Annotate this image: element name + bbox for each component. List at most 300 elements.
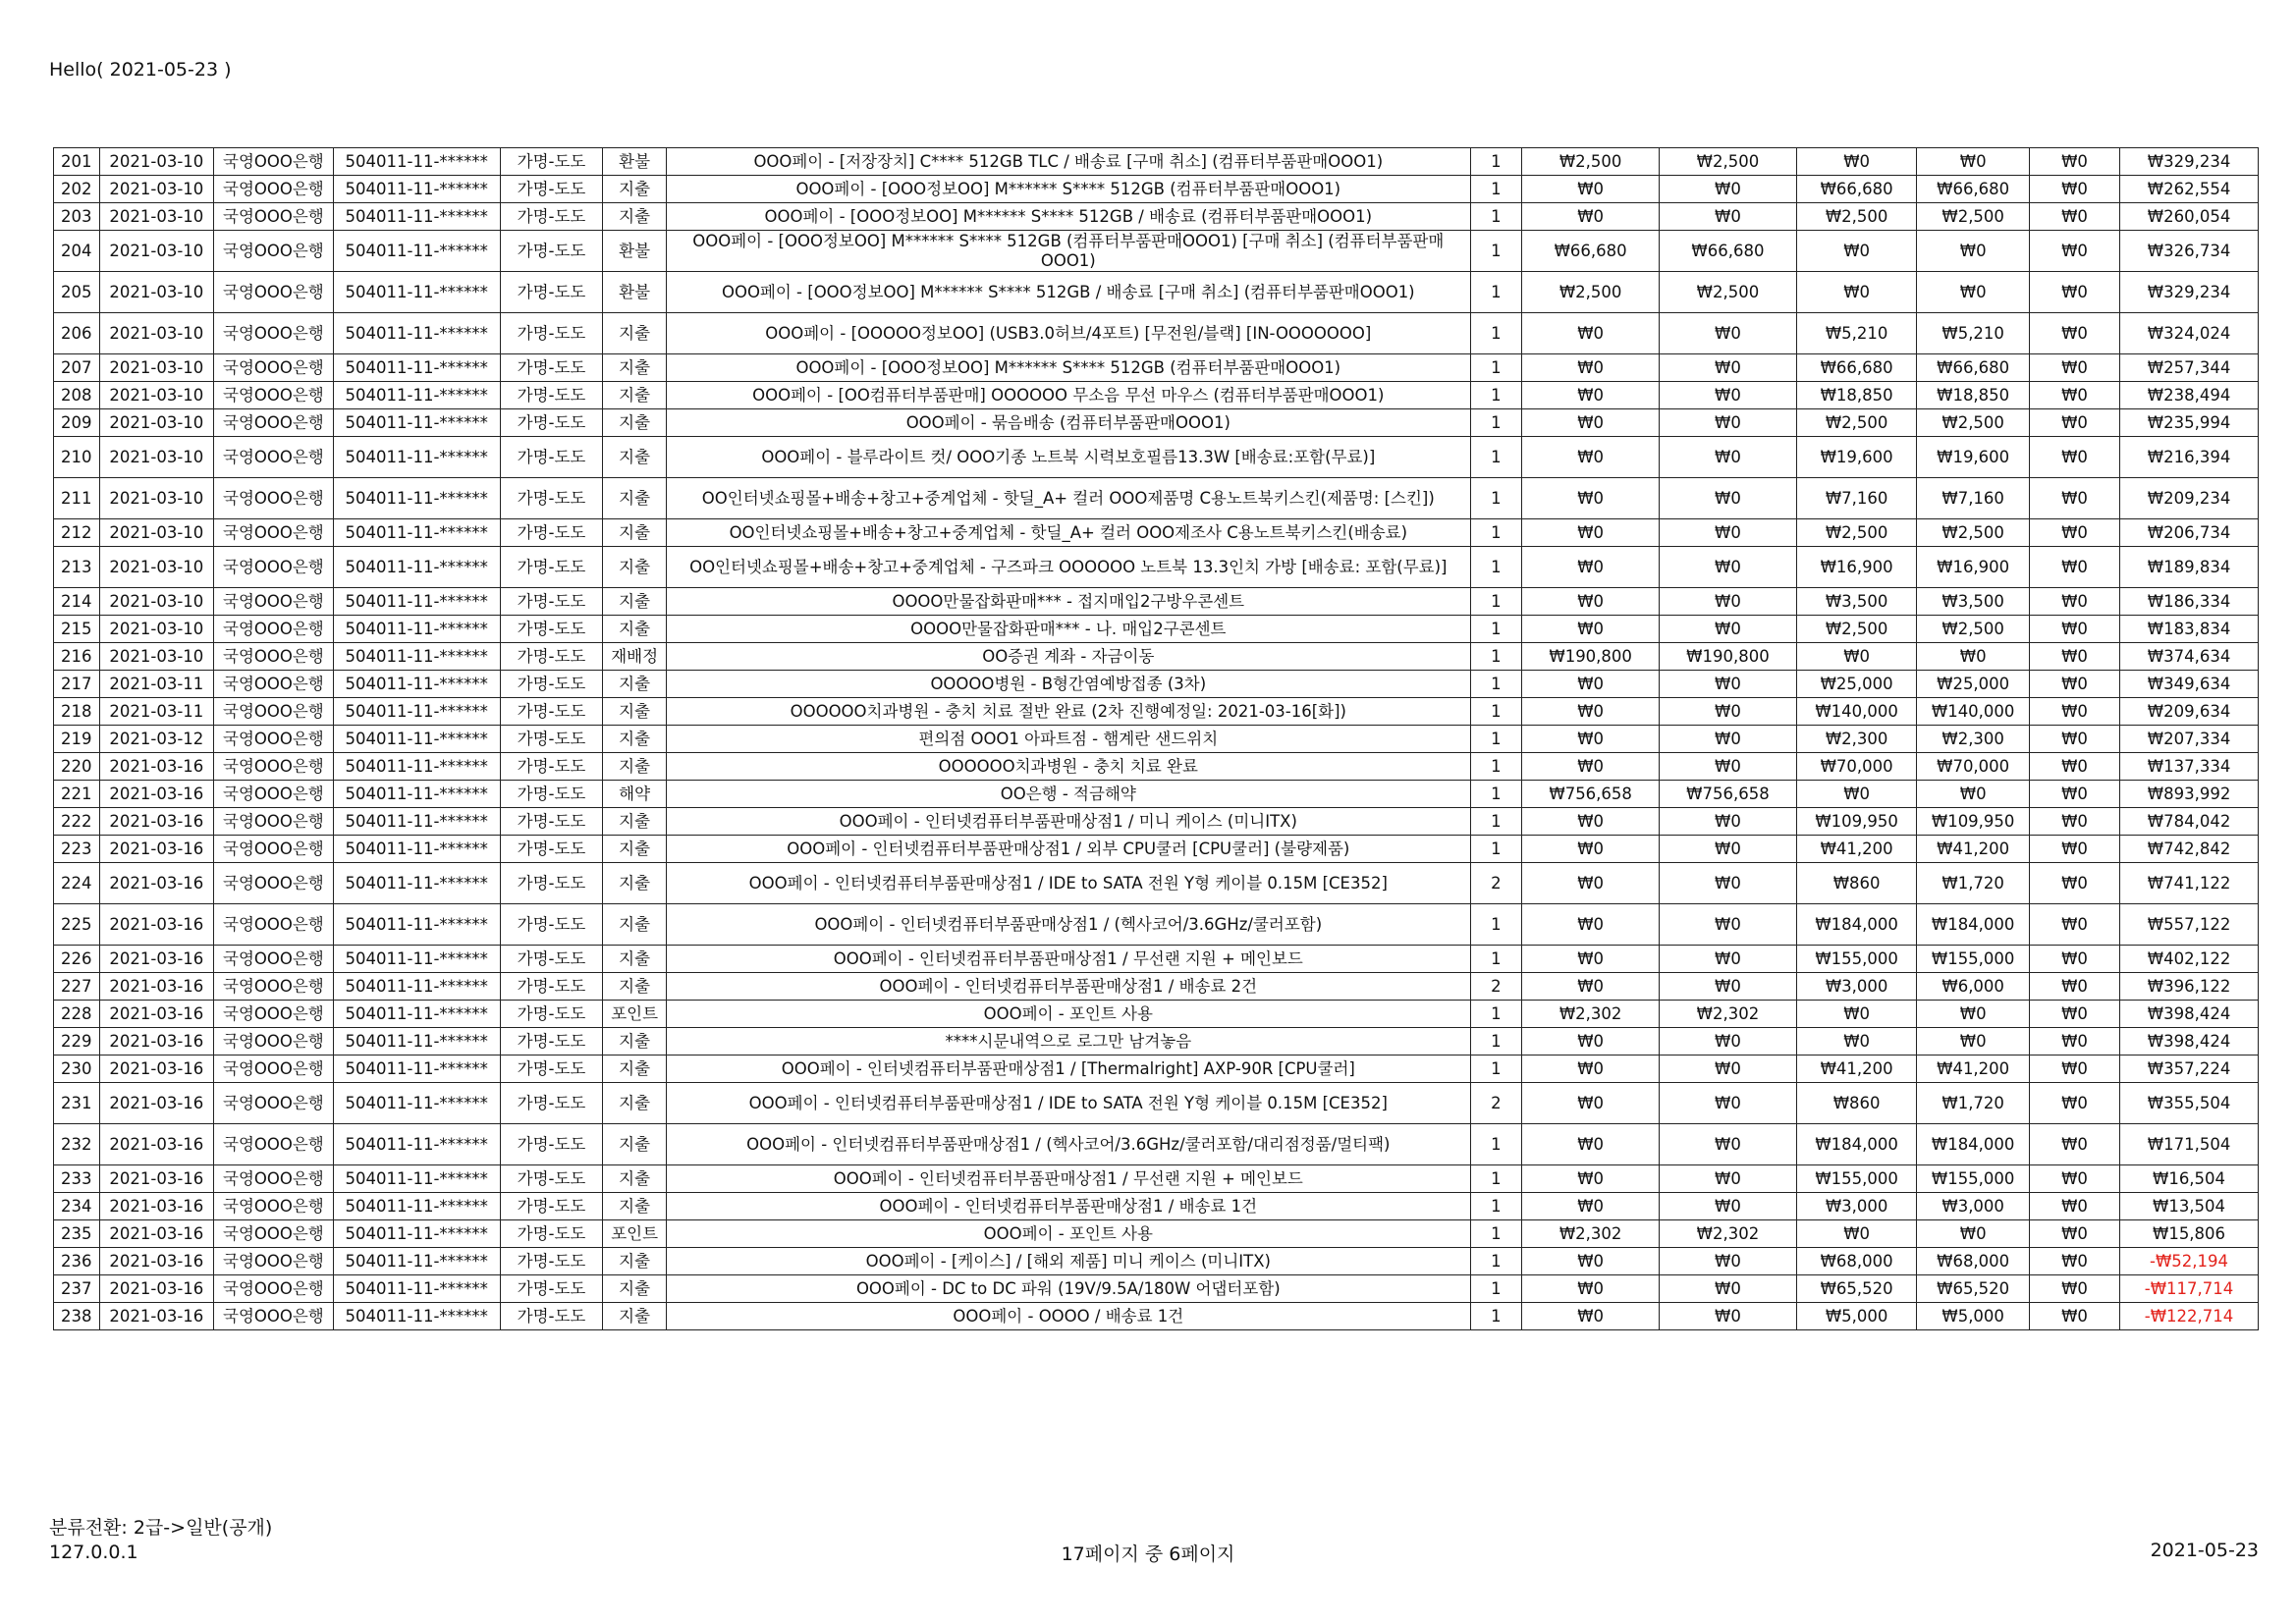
account-number-cell: 504011-11-****** xyxy=(333,726,500,753)
description-cell: OOO페이 - [케이스] / [해외 제품] 미니 케이스 (미니ITX) xyxy=(667,1248,1471,1275)
transaction-type-cell: 해약 xyxy=(603,781,667,808)
row-number-cell: 212 xyxy=(54,519,100,547)
table-row xyxy=(54,904,2259,946)
quantity-cell: 1 xyxy=(1470,836,1522,863)
expense-amount-cell: ₩5,000 xyxy=(1917,1303,2029,1330)
transaction-type-cell: 지출 xyxy=(603,354,667,382)
row-number-cell: 208 xyxy=(54,382,100,409)
row-number-cell: 238 xyxy=(54,1303,100,1330)
quantity-cell: 1 xyxy=(1470,698,1522,726)
row-number-cell: 218 xyxy=(54,698,100,726)
deposit-amount-cell: ₩0 xyxy=(1522,478,1660,519)
fee-amount-cell: ₩0 xyxy=(2029,1275,2119,1303)
expense-amount-cell: ₩16,900 xyxy=(1917,547,2029,588)
row-number-cell: 233 xyxy=(54,1165,100,1193)
quantity-cell: 1 xyxy=(1470,176,1522,203)
account-holder-cell: 가명-도도 xyxy=(500,698,602,726)
account-number-cell: 504011-11-****** xyxy=(333,409,500,437)
balance-cell: ₩189,834 xyxy=(2120,547,2259,588)
greeting-text: Hello( 2021-05-23 ) xyxy=(49,59,232,81)
deposit-amount-cell: ₩0 xyxy=(1522,437,1660,478)
bank-name-cell: 국영OOO은행 xyxy=(214,671,334,698)
transaction-type-cell: 지출 xyxy=(603,753,667,781)
expense-amount-cell: ₩0 xyxy=(1917,643,2029,671)
table-row xyxy=(54,1001,2259,1028)
description-cell: OOO페이 - 인터넷컴퓨터부품판매상점1 / 외부 CPU쿨러 [CPU쿨러] (불량제품) xyxy=(667,836,1471,863)
deposit-amount-cell: ₩0 xyxy=(1522,1193,1660,1220)
account-holder-cell: 가명-도도 xyxy=(500,973,602,1001)
transaction-date-cell: 2021-03-16 xyxy=(99,863,214,904)
balance-cell: -₩122,714 xyxy=(2120,1303,2259,1330)
deposit-amount-cell: ₩0 xyxy=(1522,698,1660,726)
deposit-amount-cell: ₩2,500 xyxy=(1522,148,1660,176)
deposit-amount-cell: ₩0 xyxy=(1522,1124,1660,1165)
account-holder-cell: 가명-도도 xyxy=(500,409,602,437)
table-row xyxy=(54,231,2259,272)
transaction-type-cell: 지출 xyxy=(603,904,667,946)
fee-amount-cell: ₩0 xyxy=(2029,231,2119,272)
unit-price-cell: ₩2,500 xyxy=(1796,203,1917,231)
quantity-cell: 1 xyxy=(1470,1303,1522,1330)
page-header xyxy=(49,59,231,81)
description-cell: OOO페이 - 인터넷컴퓨터부품판매상점1 / 배송료 1건 xyxy=(667,1193,1471,1220)
deposit-amount-cell: ₩0 xyxy=(1522,588,1660,616)
row-number-cell: 235 xyxy=(54,1220,100,1248)
deposit-amount-cell: ₩0 xyxy=(1522,1303,1660,1330)
unit-price-cell: ₩860 xyxy=(1796,863,1917,904)
transaction-type-cell: 지출 xyxy=(603,409,667,437)
table-row xyxy=(54,973,2259,1001)
bank-name-cell: 국영OOO은행 xyxy=(214,946,334,973)
description-cell: OOO페이 - [OOO정보OO] M****** S**** 512GB / 배송료 [구매 취소] (컴퓨터부품판매OOO1) xyxy=(667,272,1471,313)
deposit-amount-cell: ₩2,302 xyxy=(1522,1220,1660,1248)
fee-amount-cell: ₩0 xyxy=(2029,1193,2119,1220)
fee-amount-cell: ₩0 xyxy=(2029,836,2119,863)
row-number-cell: 204 xyxy=(54,231,100,272)
expense-amount-cell: ₩184,000 xyxy=(1917,904,2029,946)
income-amount-cell: ₩756,658 xyxy=(1660,781,1797,808)
row-number-cell: 219 xyxy=(54,726,100,753)
table-row xyxy=(54,1083,2259,1124)
quantity-cell: 1 xyxy=(1470,946,1522,973)
bank-name-cell: 국영OOO은행 xyxy=(214,616,334,643)
income-amount-cell: ₩190,800 xyxy=(1660,643,1797,671)
income-amount-cell: ₩66,680 xyxy=(1660,231,1797,272)
account-number-cell: 504011-11-****** xyxy=(333,176,500,203)
deposit-amount-cell: ₩0 xyxy=(1522,616,1660,643)
quantity-cell: 1 xyxy=(1470,1056,1522,1083)
unit-price-cell: ₩2,500 xyxy=(1796,519,1917,547)
transaction-type-cell: 지출 xyxy=(603,203,667,231)
row-number-cell: 206 xyxy=(54,313,100,354)
account-holder-cell: 가명-도도 xyxy=(500,176,602,203)
quantity-cell: 1 xyxy=(1470,272,1522,313)
description-cell: OOO페이 - [OOO정보OO] M****** S**** 512GB (컴퓨터부품판매OOO1) xyxy=(667,176,1471,203)
bank-name-cell: 국영OOO은행 xyxy=(214,588,334,616)
description-cell: ****시문내역으로 로그만 남겨놓음 xyxy=(667,1028,1471,1056)
transaction-type-cell: 지출 xyxy=(603,726,667,753)
table-row xyxy=(54,1056,2259,1083)
quantity-cell: 1 xyxy=(1470,354,1522,382)
row-number-cell: 215 xyxy=(54,616,100,643)
row-number-cell: 216 xyxy=(54,643,100,671)
fee-amount-cell: ₩0 xyxy=(2029,272,2119,313)
income-amount-cell: ₩2,302 xyxy=(1660,1220,1797,1248)
expense-amount-cell: ₩155,000 xyxy=(1917,946,2029,973)
account-number-cell: 504011-11-****** xyxy=(333,616,500,643)
fee-amount-cell: ₩0 xyxy=(2029,1028,2119,1056)
expense-amount-cell: ₩0 xyxy=(1917,272,2029,313)
row-number-cell: 234 xyxy=(54,1193,100,1220)
expense-amount-cell: ₩70,000 xyxy=(1917,753,2029,781)
deposit-amount-cell: ₩0 xyxy=(1522,1275,1660,1303)
unit-price-cell: ₩0 xyxy=(1796,272,1917,313)
bank-name-cell: 국영OOO은행 xyxy=(214,1193,334,1220)
balance-cell: ₩557,122 xyxy=(2120,904,2259,946)
transaction-type-cell: 지출 xyxy=(603,1083,667,1124)
account-holder-cell: 가명-도도 xyxy=(500,616,602,643)
account-number-cell: 504011-11-****** xyxy=(333,547,500,588)
transaction-date-cell: 2021-03-10 xyxy=(99,409,214,437)
transaction-date-cell: 2021-03-10 xyxy=(99,354,214,382)
account-holder-cell: 가명-도도 xyxy=(500,781,602,808)
quantity-cell: 1 xyxy=(1470,1001,1522,1028)
table-row xyxy=(54,148,2259,176)
balance-cell: ₩13,504 xyxy=(2120,1193,2259,1220)
bank-name-cell: 국영OOO은행 xyxy=(214,1083,334,1124)
description-cell: OOO페이 - 블루라이트 컷/ OOO기종 노트북 시력보호필름13.3W [배송료:포함(무료)] xyxy=(667,437,1471,478)
fee-amount-cell: ₩0 xyxy=(2029,478,2119,519)
balance-cell: ₩16,504 xyxy=(2120,1165,2259,1193)
unit-price-cell: ₩2,500 xyxy=(1796,409,1917,437)
table-row xyxy=(54,671,2259,698)
transaction-date-cell: 2021-03-16 xyxy=(99,1220,214,1248)
quantity-cell: 1 xyxy=(1470,1165,1522,1193)
deposit-amount-cell: ₩0 xyxy=(1522,354,1660,382)
deposit-amount-cell: ₩0 xyxy=(1522,904,1660,946)
table-row xyxy=(54,1275,2259,1303)
expense-amount-cell: ₩184,000 xyxy=(1917,1124,2029,1165)
quantity-cell: 1 xyxy=(1470,753,1522,781)
account-holder-cell: 가명-도도 xyxy=(500,148,602,176)
transaction-type-cell: 지출 xyxy=(603,863,667,904)
balance-cell: ₩183,834 xyxy=(2120,616,2259,643)
deposit-amount-cell: ₩0 xyxy=(1522,203,1660,231)
transaction-date-cell: 2021-03-10 xyxy=(99,437,214,478)
fee-amount-cell: ₩0 xyxy=(2029,1001,2119,1028)
income-amount-cell: ₩0 xyxy=(1660,973,1797,1001)
bank-name-cell: 국영OOO은행 xyxy=(214,904,334,946)
row-number-cell: 226 xyxy=(54,946,100,973)
unit-price-cell: ₩0 xyxy=(1796,643,1917,671)
transaction-type-cell: 지출 xyxy=(603,437,667,478)
table-row xyxy=(54,437,2259,478)
expense-amount-cell: ₩41,200 xyxy=(1917,836,2029,863)
deposit-amount-cell: ₩0 xyxy=(1522,863,1660,904)
quantity-cell: 1 xyxy=(1470,409,1522,437)
row-number-cell: 220 xyxy=(54,753,100,781)
quantity-cell: 1 xyxy=(1470,726,1522,753)
quantity-cell: 2 xyxy=(1470,1083,1522,1124)
unit-price-cell: ₩0 xyxy=(1796,231,1917,272)
fee-amount-cell: ₩0 xyxy=(2029,1220,2119,1248)
unit-price-cell: ₩7,160 xyxy=(1796,478,1917,519)
expense-amount-cell: ₩109,950 xyxy=(1917,808,2029,836)
account-holder-cell: 가명-도도 xyxy=(500,1275,602,1303)
balance-cell: ₩329,234 xyxy=(2120,272,2259,313)
row-number-cell: 210 xyxy=(54,437,100,478)
transaction-date-cell: 2021-03-10 xyxy=(99,519,214,547)
unit-price-cell: ₩41,200 xyxy=(1796,1056,1917,1083)
balance-cell: ₩257,344 xyxy=(2120,354,2259,382)
quantity-cell: 1 xyxy=(1470,519,1522,547)
account-holder-cell: 가명-도도 xyxy=(500,272,602,313)
account-number-cell: 504011-11-****** xyxy=(333,588,500,616)
unit-price-cell: ₩2,500 xyxy=(1796,616,1917,643)
row-number-cell: 225 xyxy=(54,904,100,946)
unit-price-cell: ₩184,000 xyxy=(1796,1124,1917,1165)
ip-address: 127.0.0.1 xyxy=(49,1542,138,1563)
balance-cell: ₩349,634 xyxy=(2120,671,2259,698)
row-number-cell: 229 xyxy=(54,1028,100,1056)
transaction-date-cell: 2021-03-16 xyxy=(99,808,214,836)
income-amount-cell: ₩0 xyxy=(1660,588,1797,616)
quantity-cell: 1 xyxy=(1470,1275,1522,1303)
account-number-cell: 504011-11-****** xyxy=(333,904,500,946)
transaction-type-cell: 지출 xyxy=(603,616,667,643)
quantity-cell: 1 xyxy=(1470,781,1522,808)
row-number-cell: 224 xyxy=(54,863,100,904)
account-holder-cell: 가명-도도 xyxy=(500,1303,602,1330)
transaction-date-cell: 2021-03-16 xyxy=(99,1124,214,1165)
account-number-cell: 504011-11-****** xyxy=(333,946,500,973)
quantity-cell: 1 xyxy=(1470,588,1522,616)
bank-name-cell: 국영OOO은행 xyxy=(214,203,334,231)
income-amount-cell: ₩0 xyxy=(1660,1275,1797,1303)
fee-amount-cell: ₩0 xyxy=(2029,203,2119,231)
balance-cell: ₩741,122 xyxy=(2120,863,2259,904)
expense-amount-cell: ₩0 xyxy=(1917,1001,2029,1028)
balance-cell: ₩326,734 xyxy=(2120,231,2259,272)
bank-name-cell: 국영OOO은행 xyxy=(214,354,334,382)
quantity-cell: 1 xyxy=(1470,808,1522,836)
deposit-amount-cell: ₩190,800 xyxy=(1522,643,1660,671)
expense-amount-cell: ₩140,000 xyxy=(1917,698,2029,726)
transaction-type-cell: 지출 xyxy=(603,836,667,863)
quantity-cell: 1 xyxy=(1470,313,1522,354)
table-row xyxy=(54,519,2259,547)
account-number-cell: 504011-11-****** xyxy=(333,519,500,547)
bank-name-cell: 국영OOO은행 xyxy=(214,1303,334,1330)
account-number-cell: 504011-11-****** xyxy=(333,1248,500,1275)
transaction-type-cell: 지출 xyxy=(603,1193,667,1220)
transaction-date-cell: 2021-03-10 xyxy=(99,203,214,231)
description-cell: OO인터넷쇼핑몰+배송+창고+중계업체 - 구즈파크 OOOOOO 노트북 13.3인치 가방 [배송료: 포함(무료)] xyxy=(667,547,1471,588)
fee-amount-cell: ₩0 xyxy=(2029,437,2119,478)
account-holder-cell: 가명-도도 xyxy=(500,643,602,671)
bank-name-cell: 국영OOO은행 xyxy=(214,781,334,808)
expense-amount-cell: ₩2,500 xyxy=(1917,519,2029,547)
income-amount-cell: ₩0 xyxy=(1660,726,1797,753)
table-row xyxy=(54,1303,2259,1330)
income-amount-cell: ₩0 xyxy=(1660,671,1797,698)
income-amount-cell: ₩0 xyxy=(1660,1124,1797,1165)
row-number-cell: 202 xyxy=(54,176,100,203)
account-number-cell: 504011-11-****** xyxy=(333,671,500,698)
expense-amount-cell: ₩3,000 xyxy=(1917,1193,2029,1220)
transaction-date-cell: 2021-03-10 xyxy=(99,313,214,354)
transaction-date-cell: 2021-03-16 xyxy=(99,836,214,863)
row-number-cell: 232 xyxy=(54,1124,100,1165)
fee-amount-cell: ₩0 xyxy=(2029,863,2119,904)
table-row xyxy=(54,698,2259,726)
quantity-cell: 1 xyxy=(1470,203,1522,231)
transaction-type-cell: 지출 xyxy=(603,1248,667,1275)
expense-amount-cell: ₩19,600 xyxy=(1917,437,2029,478)
fee-amount-cell: ₩0 xyxy=(2029,176,2119,203)
row-number-cell: 221 xyxy=(54,781,100,808)
quantity-cell: 1 xyxy=(1470,904,1522,946)
footer-date: 2021-05-23 xyxy=(2150,1540,2259,1561)
expense-amount-cell: ₩7,160 xyxy=(1917,478,2029,519)
row-number-cell: 230 xyxy=(54,1056,100,1083)
table-row xyxy=(54,616,2259,643)
row-number-cell: 217 xyxy=(54,671,100,698)
unit-price-cell: ₩2,300 xyxy=(1796,726,1917,753)
transaction-type-cell: 지출 xyxy=(603,1303,667,1330)
income-amount-cell: ₩0 xyxy=(1660,863,1797,904)
table-row xyxy=(54,1220,2259,1248)
table-row xyxy=(54,272,2259,313)
fee-amount-cell: ₩0 xyxy=(2029,808,2119,836)
description-cell: OOOO만물잡화판매*** - 나. 매입2구콘센트 xyxy=(667,616,1471,643)
transaction-date-cell: 2021-03-10 xyxy=(99,148,214,176)
transaction-date-cell: 2021-03-16 xyxy=(99,1056,214,1083)
deposit-amount-cell: ₩0 xyxy=(1522,519,1660,547)
account-number-cell: 504011-11-****** xyxy=(333,1083,500,1124)
income-amount-cell: ₩2,500 xyxy=(1660,148,1797,176)
quantity-cell: 1 xyxy=(1470,1124,1522,1165)
quantity-cell: 2 xyxy=(1470,863,1522,904)
transaction-date-cell: 2021-03-16 xyxy=(99,1193,214,1220)
deposit-amount-cell: ₩0 xyxy=(1522,753,1660,781)
table-row xyxy=(54,726,2259,753)
fee-amount-cell: ₩0 xyxy=(2029,409,2119,437)
fee-amount-cell: ₩0 xyxy=(2029,616,2119,643)
account-holder-cell: 가명-도도 xyxy=(500,1165,602,1193)
description-cell: OOO페이 - 인터넷컴퓨터부품판매상점1 / [Thermalright] AXP-90R [CPU쿨러] xyxy=(667,1056,1471,1083)
fee-amount-cell: ₩0 xyxy=(2029,1056,2119,1083)
unit-price-cell: ₩19,600 xyxy=(1796,437,1917,478)
transaction-date-cell: 2021-03-16 xyxy=(99,1001,214,1028)
balance-cell: ₩137,334 xyxy=(2120,753,2259,781)
description-cell: OOO페이 - [OOO정보OO] M****** S**** 512GB (컴퓨터부품판매OOO1) [구매 취소] (컴퓨터부품판매OOO1) xyxy=(667,231,1471,272)
unit-price-cell: ₩65,520 xyxy=(1796,1275,1917,1303)
transaction-date-cell: 2021-03-10 xyxy=(99,478,214,519)
table-row xyxy=(54,382,2259,409)
balance-cell: ₩893,992 xyxy=(2120,781,2259,808)
expense-amount-cell: ₩0 xyxy=(1917,1220,2029,1248)
unit-price-cell: ₩25,000 xyxy=(1796,671,1917,698)
quantity-cell: 1 xyxy=(1470,1193,1522,1220)
transaction-type-cell: 지출 xyxy=(603,519,667,547)
balance-cell: ₩396,122 xyxy=(2120,973,2259,1001)
table-row xyxy=(54,547,2259,588)
deposit-amount-cell: ₩0 xyxy=(1522,726,1660,753)
transaction-date-cell: 2021-03-10 xyxy=(99,588,214,616)
unit-price-cell: ₩70,000 xyxy=(1796,753,1917,781)
fee-amount-cell: ₩0 xyxy=(2029,313,2119,354)
income-amount-cell: ₩0 xyxy=(1660,1056,1797,1083)
transaction-type-cell: 지출 xyxy=(603,1028,667,1056)
deposit-amount-cell: ₩0 xyxy=(1522,946,1660,973)
table-row xyxy=(54,1165,2259,1193)
transaction-date-cell: 2021-03-16 xyxy=(99,1165,214,1193)
transaction-date-cell: 2021-03-12 xyxy=(99,726,214,753)
transaction-date-cell: 2021-03-10 xyxy=(99,382,214,409)
unit-price-cell: ₩5,000 xyxy=(1796,1303,1917,1330)
unit-price-cell: ₩66,680 xyxy=(1796,354,1917,382)
transaction-type-cell: 환불 xyxy=(603,148,667,176)
account-number-cell: 504011-11-****** xyxy=(333,272,500,313)
transaction-date-cell: 2021-03-16 xyxy=(99,1248,214,1275)
description-cell: OOO페이 - 인터넷컴퓨터부품판매상점1 / 무선랜 지원 + 메인보드 xyxy=(667,946,1471,973)
bank-name-cell: 국영OOO은행 xyxy=(214,973,334,1001)
description-cell: OOO페이 - DC to DC 파워 (19V/9.5A/180W 어댑터포함) xyxy=(667,1275,1471,1303)
bank-name-cell: 국영OOO은행 xyxy=(214,698,334,726)
bank-name-cell: 국영OOO은행 xyxy=(214,643,334,671)
fee-amount-cell: ₩0 xyxy=(2029,698,2119,726)
quantity-cell: 1 xyxy=(1470,547,1522,588)
description-cell: OO인터넷쇼핑몰+배송+창고+중계업체 - 핫딜_A+ 컬러 OOO제조사 C용노트북키스킨(배송료) xyxy=(667,519,1471,547)
unit-price-cell: ₩18,850 xyxy=(1796,382,1917,409)
description-cell: OOO페이 - 묶음배송 (컴퓨터부품판매OOO1) xyxy=(667,409,1471,437)
income-amount-cell: ₩0 xyxy=(1660,904,1797,946)
income-amount-cell: ₩0 xyxy=(1660,203,1797,231)
balance-cell: ₩324,024 xyxy=(2120,313,2259,354)
account-holder-cell: 가명-도도 xyxy=(500,203,602,231)
account-number-cell: 504011-11-****** xyxy=(333,1001,500,1028)
description-cell: OOO페이 - [OOOOO정보OO] (USB3.0허브/4포트) [무전원/블랙] [IN-OOOOOOO] xyxy=(667,313,1471,354)
bank-name-cell: 국영OOO은행 xyxy=(214,176,334,203)
table-row xyxy=(54,478,2259,519)
bank-name-cell: 국영OOO은행 xyxy=(214,1001,334,1028)
description-cell: OO인터넷쇼핑몰+배송+창고+중계업체 - 핫딜_A+ 컬러 OOO제품명 C용노트북키스킨(제품명: [스킨]) xyxy=(667,478,1471,519)
description-cell: OOO페이 - [OOO정보OO] M****** S**** 512GB (컴퓨터부품판매OOO1) xyxy=(667,354,1471,382)
ledger-table xyxy=(53,147,2259,1330)
transaction-date-cell: 2021-03-16 xyxy=(99,781,214,808)
expense-amount-cell: ₩65,520 xyxy=(1917,1275,2029,1303)
deposit-amount-cell: ₩0 xyxy=(1522,176,1660,203)
expense-amount-cell: ₩25,000 xyxy=(1917,671,2029,698)
description-cell: 편의점 OOO1 아파트점 - 햄계란 샌드위치 xyxy=(667,726,1471,753)
table-row xyxy=(54,1248,2259,1275)
transaction-date-cell: 2021-03-10 xyxy=(99,272,214,313)
row-number-cell: 207 xyxy=(54,354,100,382)
deposit-amount-cell: ₩2,500 xyxy=(1522,272,1660,313)
transaction-type-cell: 포인트 xyxy=(603,1220,667,1248)
table-row xyxy=(54,1028,2259,1056)
account-holder-cell: 가명-도도 xyxy=(500,382,602,409)
row-number-cell: 209 xyxy=(54,409,100,437)
page-indicator: 17페이지 중 6페이지 xyxy=(1061,1543,1235,1565)
deposit-amount-cell: ₩0 xyxy=(1522,1165,1660,1193)
classification-text: 분류전환: 2급->일반(공개) xyxy=(49,1517,273,1539)
description-cell: OOO페이 - 인터넷컴퓨터부품판매상점1 / (헥사코어/3.6GHz/쿨러포함) xyxy=(667,904,1471,946)
table-row xyxy=(54,409,2259,437)
quantity-cell: 1 xyxy=(1470,1028,1522,1056)
bank-name-cell: 국영OOO은행 xyxy=(214,231,334,272)
